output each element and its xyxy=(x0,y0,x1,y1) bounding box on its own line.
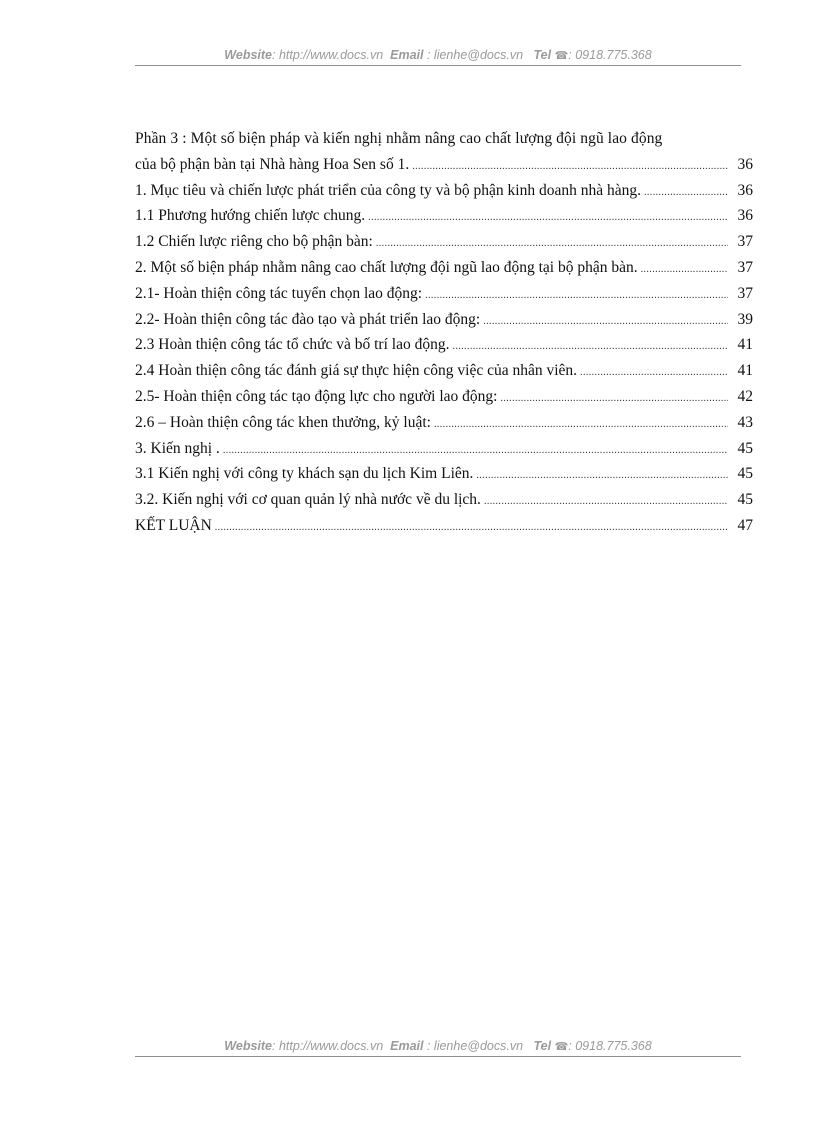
header-tel-label: Tel xyxy=(533,48,552,62)
toc-entry-title: 2.3 Hoàn thiện công tác tổ chức và bố trí lao động. xyxy=(135,336,450,354)
toc-entry-title: 2.1- Hoàn thiện công tác tuyển chọn lao động: xyxy=(135,284,423,302)
table-of-contents xyxy=(135,130,753,543)
toc-entry-title: 2. Một số biện pháp nhằm nâng cao chất lượng đội ngũ lao động tại bộ phận bàn. xyxy=(135,258,638,276)
toc-dot-leader xyxy=(580,367,728,378)
header-email-label: Email xyxy=(390,48,424,62)
toc-entry[interactable] xyxy=(135,440,753,466)
toc-entry-page-number: 37 xyxy=(737,233,753,251)
toc-entry[interactable] xyxy=(135,491,753,517)
toc-entry-title: 2.5- Hoàn thiện công tác tạo động lực cho người lao động: xyxy=(135,387,498,405)
header-website-value[interactable]: : http://www.docs.vn xyxy=(272,48,384,62)
toc-dot-leader xyxy=(376,238,728,249)
toc-entry[interactable] xyxy=(135,311,753,337)
header-email-value[interactable]: : lienhe@docs.vn xyxy=(426,48,524,62)
toc-dot-leader xyxy=(483,316,728,327)
toc-entry[interactable] xyxy=(135,362,753,388)
toc-dot-leader xyxy=(484,496,728,507)
header-tel-value: : 0918.775.368 xyxy=(568,48,652,62)
toc-entry-page-number: 45 xyxy=(737,465,753,483)
toc-entry[interactable] xyxy=(135,259,753,285)
toc-entry-title: của bộ phận bàn tại Nhà hàng Hoa Sen số 1. xyxy=(135,155,410,173)
toc-dot-leader xyxy=(644,187,728,198)
toc-entry-title: 1.2 Chiến lược riêng cho bộ phận bàn: xyxy=(135,233,373,251)
page-footer xyxy=(135,1039,741,1057)
toc-dot-leader xyxy=(434,419,728,430)
toc-entry-page-number: 47 xyxy=(737,516,753,534)
footer-website-label: Website xyxy=(224,1039,272,1053)
toc-entry-page-number: 39 xyxy=(737,310,753,328)
toc-entry-title: 1. Mục tiêu và chiến lược phát triển của công ty và bộ phận kinh doanh nhà hàng. xyxy=(135,181,641,199)
header-website-label: Website xyxy=(224,48,272,62)
toc-entry-page-number: 42 xyxy=(737,387,753,405)
toc-entry-title: 2.4 Hoàn thiện công tác đánh giá sự thực hiện công việc của nhân viên. xyxy=(135,362,578,380)
phone-icon: ☎ xyxy=(554,50,569,62)
toc-entry-page-number: 37 xyxy=(737,284,753,302)
toc-dot-leader xyxy=(223,445,728,456)
toc-dot-leader xyxy=(476,470,728,481)
toc-entry-title: 2.6 – Hoàn thiện công tác khen thưởng, kỷ luật: xyxy=(135,413,431,431)
toc-entry-page-number: 43 xyxy=(737,413,753,431)
toc-entry-page-number: 45 xyxy=(737,491,753,509)
footer-website-value[interactable]: : http://www.docs.vn xyxy=(272,1039,384,1053)
toc-entry[interactable] xyxy=(135,233,753,259)
toc-entry[interactable] xyxy=(135,414,753,440)
toc-entry-page-number: 37 xyxy=(737,258,753,276)
footer-tel-value: : 0918.775.368 xyxy=(568,1039,652,1053)
page-header xyxy=(135,48,741,66)
footer-tel-label: Tel xyxy=(533,1039,552,1053)
toc-entry[interactable] xyxy=(135,465,753,491)
toc-entry-title: KẾT LUẬN xyxy=(135,516,212,534)
toc-entry[interactable] xyxy=(135,207,753,233)
footer-email-label: Email xyxy=(390,1039,424,1053)
toc-entry[interactable] xyxy=(135,517,753,543)
toc-entry-heading-line xyxy=(135,130,753,156)
toc-entry-title: 2.2- Hoàn thiện công tác đào tạo và phát triển lao động: xyxy=(135,310,481,328)
toc-list xyxy=(135,156,753,543)
toc-dot-leader xyxy=(425,290,728,301)
toc-dot-leader xyxy=(412,161,728,172)
toc-dot-leader xyxy=(641,264,728,275)
footer-email-value[interactable]: : lienhe@docs.vn xyxy=(426,1039,524,1053)
toc-entry[interactable] xyxy=(135,182,753,208)
phone-icon: ☎ xyxy=(554,1041,569,1053)
toc-entry-page-number: 41 xyxy=(737,362,753,380)
toc-entry-title: 3.2. Kiến nghị với cơ quan quản lý nhà nước về du lịch. xyxy=(135,491,481,509)
toc-entry-page-number: 36 xyxy=(737,155,753,173)
toc-entry-title: 3.1 Kiến nghị với công ty khách sạn du lịch Kim Liên. xyxy=(135,465,474,483)
toc-dot-leader xyxy=(452,341,728,352)
toc-entry-page-number: 41 xyxy=(737,336,753,354)
toc-entry[interactable] xyxy=(135,156,753,182)
toc-entry-title: 1.1 Phương hướng chiến lược chung. xyxy=(135,207,366,225)
toc-entry[interactable] xyxy=(135,336,753,362)
toc-entry-page-number: 36 xyxy=(737,181,753,199)
toc-entry-page-number: 36 xyxy=(737,207,753,225)
toc-dot-leader xyxy=(368,212,728,223)
toc-entry-page-number: 45 xyxy=(737,439,753,457)
toc-dot-leader xyxy=(500,393,728,404)
toc-dot-leader xyxy=(215,522,728,533)
toc-entry-part3-title: Phần 3 : Một số biện pháp và kiến nghị nhằm nâng cao chất lượng đội ngũ lao động xyxy=(135,130,663,147)
toc-entry[interactable] xyxy=(135,388,753,414)
toc-entry-title: 3. Kiến nghị . xyxy=(135,439,220,457)
toc-entry[interactable] xyxy=(135,285,753,311)
